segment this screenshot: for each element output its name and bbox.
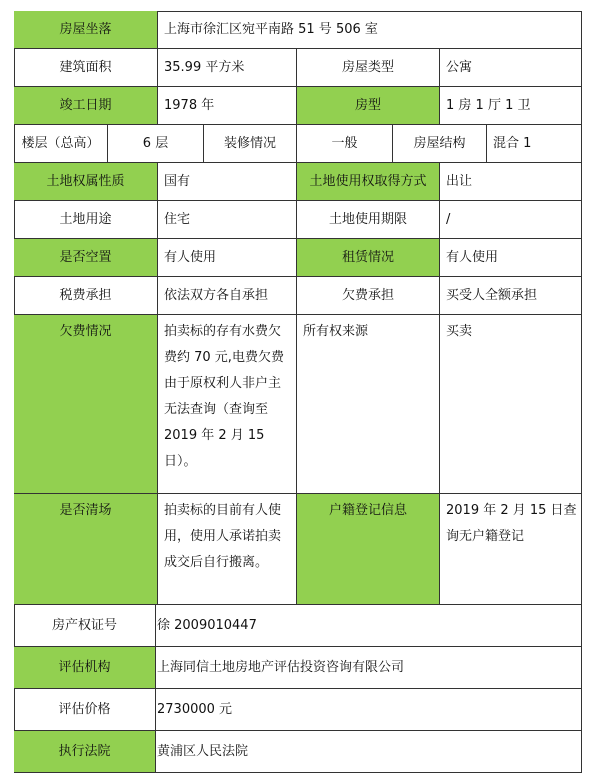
value-lease: 有人使用 xyxy=(440,239,582,277)
value-appraisal-agency: 上海同信土地房地产评估投资咨询有限公司 xyxy=(156,647,582,689)
value-certificate-number: 徐 2009010447 xyxy=(156,605,582,647)
label-land-term: 土地使用期限 xyxy=(297,201,440,239)
value-vacancy: 有人使用 xyxy=(158,239,297,277)
value-ownership-source: 买卖 xyxy=(440,315,582,494)
value-land-use: 住宅 xyxy=(158,201,297,239)
label-house-type: 房屋类型 xyxy=(297,49,440,87)
label-tax-bearer: 税费承担 xyxy=(14,277,158,315)
label-court: 执行法院 xyxy=(14,731,156,773)
label-lease: 租赁情况 xyxy=(297,239,440,277)
value-court: 黄浦区人民法院 xyxy=(156,731,582,773)
label-land-use: 土地用途 xyxy=(14,201,158,239)
label-vacancy: 是否空置 xyxy=(14,239,158,277)
value-tax-bearer: 依法双方各自承担 xyxy=(158,277,297,315)
label-area: 建筑面积 xyxy=(14,49,158,87)
label-appraisal-price: 评估价格 xyxy=(14,689,156,731)
label-certificate-number: 房产权证号 xyxy=(14,605,156,647)
label-structure: 房屋结构 xyxy=(393,125,487,163)
label-arrears: 欠费情况 xyxy=(14,315,158,494)
value-area: 35.99 平方米 xyxy=(158,49,297,87)
value-clearance: 拍卖标的目前有人使用，使用人承诺拍卖成交后自行搬离。 xyxy=(158,494,297,605)
label-layout: 房型 xyxy=(297,87,440,125)
label-ownership-source: 所有权来源 xyxy=(297,315,440,494)
label-land-ownership: 土地权属性质 xyxy=(14,163,158,201)
label-land-acquisition: 土地使用权取得方式 xyxy=(297,163,440,201)
label-decoration: 装修情况 xyxy=(204,125,297,163)
label-arrears-bearer: 欠费承担 xyxy=(297,277,440,315)
value-structure: 混合 1 xyxy=(487,125,582,163)
value-layout: 1 房 1 厅 1 卫 xyxy=(440,87,582,125)
label-household-registration: 户籍登记信息 xyxy=(297,494,440,605)
value-land-term: / xyxy=(440,201,582,239)
value-floor: 6 层 xyxy=(108,125,204,163)
value-completion-date: 1978 年 xyxy=(158,87,297,125)
value-household-registration: 2019 年 2 月 15 日查询无户籍登记 xyxy=(440,494,582,605)
label-location: 房屋坐落 xyxy=(14,11,158,49)
label-appraisal-agency: 评估机构 xyxy=(14,647,156,689)
label-clearance: 是否清场 xyxy=(14,494,158,605)
value-house-type: 公寓 xyxy=(440,49,582,87)
label-completion-date: 竣工日期 xyxy=(14,87,158,125)
value-arrears-bearer: 买受人全额承担 xyxy=(440,277,582,315)
value-land-ownership: 国有 xyxy=(158,163,297,201)
value-location: 上海市徐汇区宛平南路 51 号 506 室 xyxy=(158,11,582,49)
value-appraisal-price: 2730000 元 xyxy=(156,689,582,731)
value-land-acquisition: 出让 xyxy=(440,163,582,201)
label-floor: 楼层（总高） xyxy=(14,125,108,163)
value-decoration: 一般 xyxy=(297,125,393,163)
value-arrears: 拍卖标的存有水费欠费约 70 元,电费欠费由于原权利人非户主无法查询（查询至 2019 年 2 月 15 日）。 xyxy=(158,315,297,494)
